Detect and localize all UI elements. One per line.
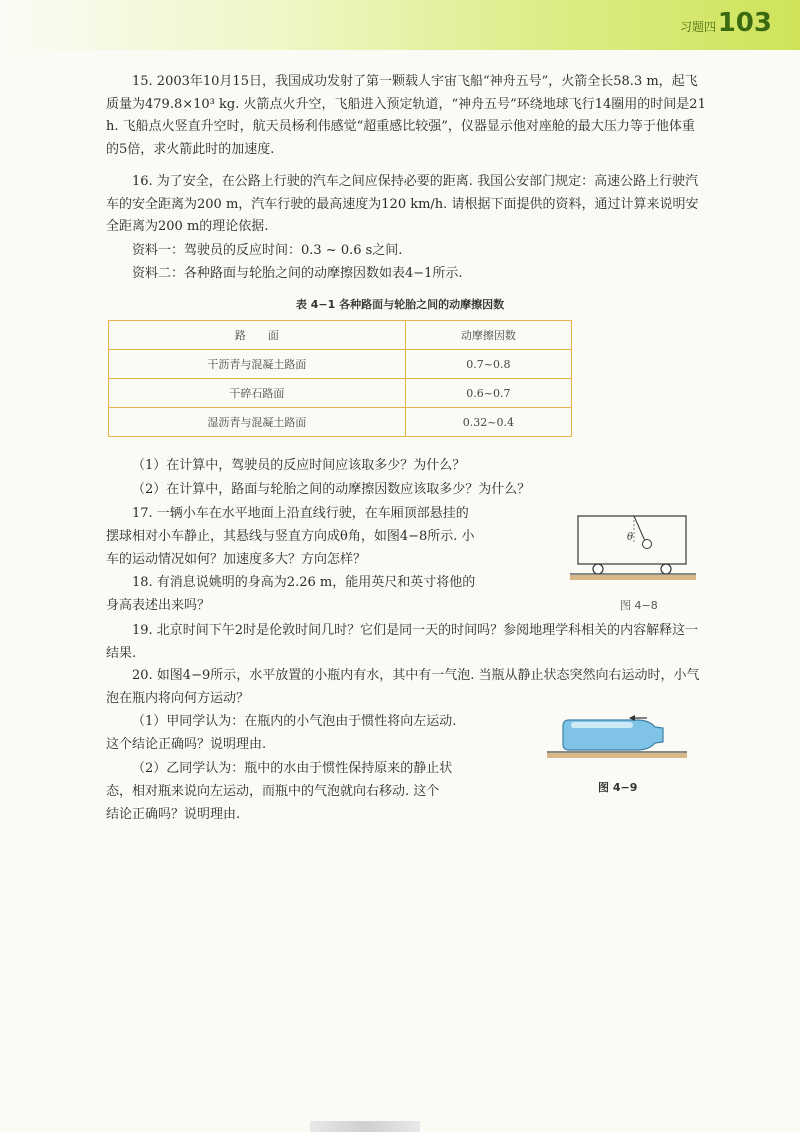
table-header-cell: 动摩擦因数 bbox=[405, 321, 571, 350]
table-caption: 表 4−1 各种路面与轮胎之间的动摩擦因数 bbox=[295, 298, 505, 311]
table-row bbox=[109, 408, 572, 437]
section-label: 习题四 bbox=[679, 20, 716, 34]
q16-reference-2: 资料二：各种路面与轮胎之间的动摩擦因数如表4−1所示. bbox=[132, 266, 463, 281]
q16-subquestion-1: （1）在计算中，驾驶员的反应时间应该取多少？为什么？ bbox=[132, 458, 466, 473]
table-cell: 干沥青与混凝土路面 bbox=[109, 350, 406, 379]
friction-table bbox=[108, 320, 572, 437]
q16-reference-1: 资料一：驾驶员的反应时间：0.3 ~ 0.6 s之间. bbox=[132, 243, 403, 258]
figure-4-9 bbox=[545, 712, 695, 758]
table-cell: 0.32~0.4 bbox=[405, 408, 571, 437]
question-17-line-3: 车的运动情况如何？加速度多大？方向怎样？ bbox=[106, 552, 367, 567]
question-19: 19. 北京时间下午2时是伦敦时间几时？它们是同一天的时间吗？参阅地理学科相关的内容解释这一结果. bbox=[106, 623, 699, 661]
cart-wheel bbox=[661, 564, 671, 574]
table-cell: 湿沥青与混凝土路面 bbox=[109, 408, 406, 437]
question-18-line-2: 身高表述出来吗？ bbox=[106, 598, 211, 613]
page-number: 103 bbox=[717, 8, 772, 38]
q20-subquestion-2-line-1: （2）乙同学认为：瓶中的水由于惯性保持原来的静止状 bbox=[132, 761, 453, 776]
bottle-highlight bbox=[571, 722, 633, 728]
figure-4-9-caption: 图 4−9 bbox=[598, 781, 638, 794]
q20-subquestion-1-line-2: 这个结论正确吗？说明理由. bbox=[106, 737, 267, 752]
ground-hatch bbox=[570, 575, 696, 580]
question-20: 20. 如图4−9所示，水平放置的小瓶内有水，其中有一气泡. 当瓶从静止状态突然向右运动时，小气泡在瓶内将向何方运动？ bbox=[106, 668, 700, 706]
surface-hatch bbox=[547, 753, 687, 758]
pendulum-ball bbox=[643, 540, 652, 549]
question-18-line-1: 18. 有消息说姚明的身高为2.26 m，能用英尺和英寸将他的 bbox=[132, 575, 476, 590]
table-header-row bbox=[109, 321, 572, 350]
table-cell: 0.7~0.8 bbox=[405, 350, 571, 379]
page-bottom-mark bbox=[310, 1121, 420, 1132]
q20-subquestion-2-line-2: 态，相对瓶来说向左运动，而瓶中的气泡就向右移动. 这个 bbox=[106, 784, 440, 799]
table-cell: 0.6~0.7 bbox=[405, 379, 571, 408]
question-16: 16. 为了安全，在公路上行驶的汽车之间应保持必要的距离. 我国公安部门规定：高速公路上行驶汽车的安全距离为200 m，汽车行驶的最高速度为120 km/h. 请根据下面提供的资料，通过计算来说明安全距离为200 m的理论依据. bbox=[106, 174, 699, 235]
table-row bbox=[109, 379, 572, 408]
q20-subquestion-1-line-1: （1）甲同学认为：在瓶内的小气泡由于惯性将向左运动. bbox=[132, 714, 457, 729]
table-cell: 干碎石路面 bbox=[109, 379, 406, 408]
q16-subquestion-2: （2）在计算中，路面与轮胎之间的动摩擦因数应该取多少？为什么？ bbox=[132, 482, 531, 497]
table-row bbox=[109, 350, 572, 379]
angle-label: θ bbox=[627, 532, 634, 543]
figure-4-8 bbox=[570, 508, 700, 592]
question-17-line-1: 17. 一辆小车在水平地面上沿直线行驶，在车厢顶部悬挂的 bbox=[132, 506, 469, 521]
cart-wheel bbox=[593, 564, 603, 574]
question-17-line-2: 摆球相对小车静止，其悬线与竖直方向成θ角，如图4−8所示. 小 bbox=[106, 529, 475, 544]
table-header-cell: 路 面 bbox=[109, 321, 406, 350]
figure-4-8-caption: 图 4−8 bbox=[620, 599, 658, 612]
q20-subquestion-2-line-3: 结论正确吗？说明理由. bbox=[106, 807, 241, 822]
pendulum-string bbox=[634, 516, 645, 541]
question-15: 15. 2003年10月15日，我国成功发射了第一颗载人宇宙飞船“神舟五号”，火箭全长58.3 m，起飞质量为479.8×10³ kg. 火箭点火升空，飞船进入预定轨道，“神舟五号”环绕地球飞行14圈用的时间是21 h. 飞船点火竖直升空时，航天员杨利伟感觉“超重感比较强”，仪器显示他对座舱的最大压力等于他体重的5倍，求火箭此时的加速度. bbox=[106, 74, 706, 157]
